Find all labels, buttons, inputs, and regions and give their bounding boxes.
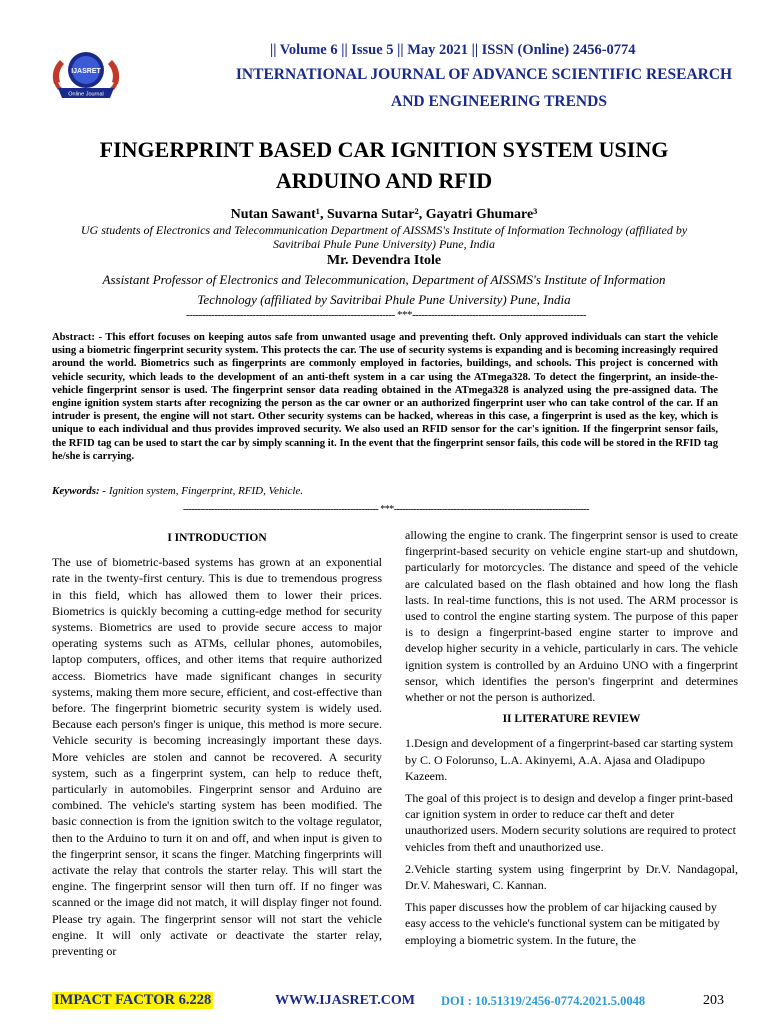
affiliation-2 — [40, 270, 728, 310]
authors: Nutan Sawant¹, Suvarna Sutar², Gayatri Ghumare³ — [230, 207, 538, 222]
divider-top: ------------------------------------------------------------------ ***------------------------------------------------------- — [186, 309, 586, 321]
volume-issue-line: || Volume 6 || Issue 5 || May 2021 || ISSN (Online) 2456-0774 — [270, 42, 636, 58]
impact-factor: IMPACT FACTOR 6.228 — [54, 992, 212, 1008]
section-heading-literature: II LITERATURE REVIEW — [502, 713, 641, 726]
literature-item-1-text: The goal of this project is to design and develop a finger print-based car ignition system in order to reduce car theft and deter unauthorized users. Modern security solutions are required to protect vehicles from theft and unauthorized use. — [405, 791, 736, 854]
journal-website-link[interactable]: WWW.IJASRET.COM — [275, 993, 416, 1008]
literature-item-2: 2.Vehicle starting system using fingerprint by Dr.V. Nandagopal, Dr.V. Maheswari, C. Kannan. — [405, 861, 738, 893]
divider-bottom: --------------------------------------------------------------------- ***--------------------------------------------------------------------- — [182, 504, 590, 515]
affiliation-1 — [40, 223, 728, 251]
literature-item-2-text: This paper discusses how the problem of car hijacking caused by easy access to the vehicle's functional system can be mitigated by employing a biometric system. In the future, the — [405, 900, 720, 947]
title-line1: FINGERPRINT BASED CAR IGNITION SYSTEM USING — [99, 137, 669, 162]
literature-item-1: 1.Design and development of a fingerprint-based car starting system by C. O Folorunso, L.A. Akinyemi, A.A. Ajasa and Oladipupo Kazeem. — [405, 736, 734, 783]
keywords-text: Ignition system, Fingerprint, RFID, Vehicle. — [106, 485, 304, 497]
affiliation-1-line1: UG students of Electronics and Telecommunication Department of AISSMS's Institute of Information Technology (affiliated by — [80, 223, 688, 237]
introduction-continued: allowing the engine to crank. The fingerprint sensor is used to create fingerprint-based security on vehicle engine start-up and shutdown, particularly for motorcycles. The distance and speed of the vehicle are calculated based on the flash obtained and how long the flash lasts. In real-time functions, this is not used. The ARM processor is used to control the engine starting system. The purpose of this paper is to design a fingerprint-based engine starter to improve and develop higher security in a vehicle, particularly in cars. The vehicle ignition system is controlled by an Arduino UNO with a fingerprint sensor, which identifies the person's fingerprint and determines whether or not the person is authorized. — [405, 528, 738, 705]
abstract: Abstract: - This effort focuses on keeping autos safe from unwanted usage and preventing theft. Only approved individuals can start the vehicle using a biometric fingerprint security system. This protects the car. The use of security systems is expanding and is becoming increasingly required around the world. Biometrics such as fingerprints are commonly employed in factories, buildings, and schools. This project is concerned with vehicle security, which leads to the development of an anti-theft system in a car using the ATmega328. To detect the fingerprint, an inside-the-vehicle fingerprint sensor is used. The fingerprint sensor data reading obtained in the ATmega328 is analyzed using the pre-assigned data. The engine ignition system starts after recognizing the person as the car owner or an authorized fingerprint user who can take control of the car. If an intruder is present, the engine will not start. Other security systems can be hacked, whereas in this case, a fingerprint is used as the key, which is unique to each individual and thus provides improved security. We also used an RFID sensor for the car's ignition. If the fingerprint sensor fails, the RFID tag can be used to start the car by simply scanning it. In the event that the fingerprint sensor fails, this code will be stored in the RFID tag he/she is carrying. — [52, 332, 718, 462]
title-line2: ARDUINO AND RFID — [275, 168, 493, 193]
doi-link[interactable]: DOI : 10.51319/2456-0774.2021.5.0048 — [441, 994, 646, 1008]
introduction-paragraph: The use of biometric-based systems has grown at an exponential rate in the twenty-first century. This is due to tremendous progress in this field, which has allowed them to lower their prices. Biometrics is quickly becoming a cutting-edge method for security systems. Biometrics are used to provide secure access to major operating systems such as ATMs, cellular phones, automobiles, laptop computers, offices, and other items that require authorized access. Biometrics have made significant changes in security systems, making them more secure, efficient, and cost-effective than before. The fingerprint biometric security system is widely used. Because each person's finger is unique, this method is more secure. Vehicle security is becoming increasingly important these days. More vehicles are stolen and cannot be recovered. A security system, such as a fingerprint system, can help to reduce theft, particularly in automobiles. Fingerprint sensor and Arduino are combined. The vehicle's starting system has been modified. The basic connection is from the ignition switch to the voltage regulator, then to the Arduino to turn it on and off, and when input is given to the fingerprint sensor, it scans the finger. Matching fingerprints will activate the relay that controls the starter relay. This will start the engine. The fingerprint sensor will then turn off. If no finger was scanned or the image did not match, it will display finger not found. Please try again. The fingerprint sensor will not start the vehicle engine. It will only activate or deactivate the starter relay, preventing or — [52, 555, 382, 959]
logo-text: IJASRET — [71, 68, 101, 75]
affiliation-1-line2: Savitribai Phule Pune University) Pune, India — [273, 237, 495, 251]
affiliation-2-line1: Assistant Professor of Electronics and Telecommunication, Department of AISSMS's Institute of Information — [102, 272, 666, 287]
left-column — [52, 530, 382, 965]
paper-title — [40, 134, 728, 196]
keywords-label: Keywords: - — [52, 485, 107, 497]
keywords — [52, 485, 718, 497]
section-heading-introduction: I INTRODUCTION — [167, 532, 267, 544]
journal-name-line1: INTERNATIONAL JOURNAL OF ADVANCE SCIENTIFIC RESEARCH — [235, 66, 733, 83]
affiliation-2-line2: Technology (affiliated by Savitribai Phule Pune University) Pune, India — [197, 292, 571, 307]
right-column — [405, 527, 738, 954]
logo-subtext: Online Journal — [68, 91, 104, 98]
author-2: Mr. Devendra Itole — [326, 253, 442, 268]
page-number: 203 — [703, 993, 724, 1008]
journal-name-line2: AND ENGINEERING TRENDS — [391, 93, 607, 110]
